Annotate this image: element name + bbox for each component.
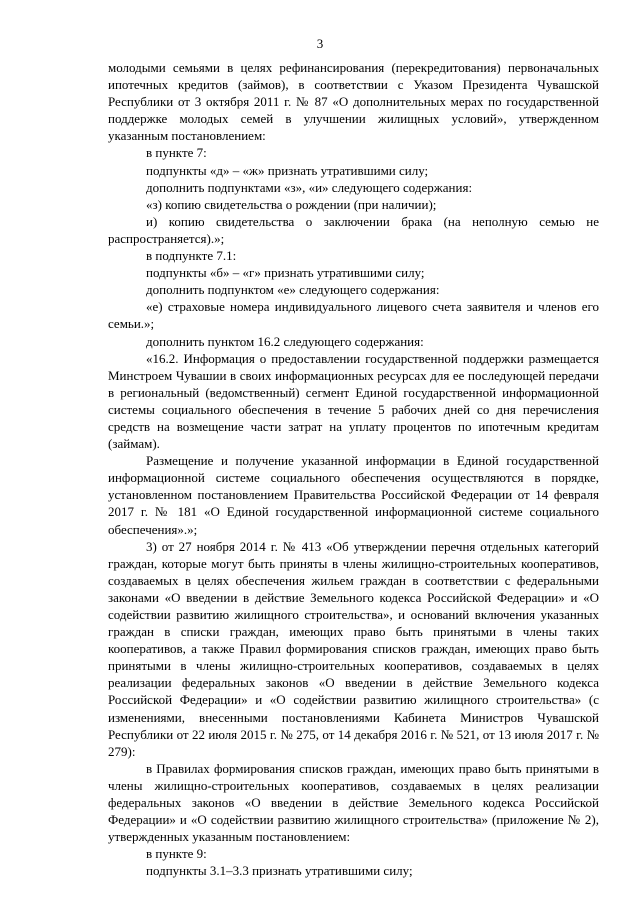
paragraph: в пункте 7: [146,145,207,161]
paragraph: дополнить подпунктами «з», «и» следующего содержания: [146,179,473,195]
paragraph: Размещение и получение указанной информации в Единой государственной информационной системе социального обеспечения осуществляются в порядке, установленном постановлением Правительства Российской Федерации от 14 февраля 2017 г. № 181 «О Единой государственной информационной системе социального обеспечения».»; [108,453,599,537]
paragraph: подпункты «д» – «ж» признать утратившими силу; [146,162,429,178]
document-body [108,59,599,880]
paragraph: в Правилах формирования списков граждан, имеющих право быть принятыми в члены жилищно-строительных кооперативов, создаваемых в целях реализации федеральных законов «О введении в действие Земельного кодекса Российской Федерации» и «О содействии развитию жилищного строительства» (приложение № 2), утвержденных указанным постановлением: [108,760,599,845]
paragraph: и) копию свидетельства о заключении брака (на неполную семью не распространяется).»; [108,213,599,246]
paragraph: подпункты «б» – «г» признать утратившими силу; [146,265,425,281]
paragraph: «16.2. Информация о предоставлении государственной поддержки размещается Минстроем Чувашии в своих информационных ресурсах для ее последующей передачи в региональный (ведомственный) сегмент Единой государственной информационной системы социального обеспечения в течение 5 рабочих дней со дня перечисления средств на возмещение части затрат на уплату процентов по ипотечным кредитам (займам). [108,350,599,452]
paragraph: «е) страховые номера индивидуального лицевого счета заявителя и членов его семьи.»; [108,299,599,332]
paragraph: молодыми семьями в целях рефинансирования (перекредитования) первоначальных ипотечных кредитов (займов), в соответствии с Указом Президента Чувашской Республики от 3 октября 2011 г. № 87 «О дополнительных мерах по государственной поддержке молодых семей в улучшении жилищных условий», утвержденном указанным постановлением: [108,60,599,144]
paragraph: подпункты 3.1–3.3 признать утратившими силу; [146,863,413,879]
paragraph: дополнить подпунктом «е» следующего содержания: [146,282,440,298]
paragraph: дополнить пунктом 16.2 следующего содержания: [146,333,424,349]
paragraph: в подпункте 7.1: [146,248,237,264]
paragraph: 3) от 27 ноября 2014 г. № 413 «Об утверждении перечня отдельных категорий граждан, которые могут быть приняты в члены жилищно-строительных кооперативов, создаваемых в целях обеспечения жильем граждан в соответствии с федеральными законами «О введении в действие Земельного кодекса Российской Федерации» и «О содействии развитию жилищного строительства», и оснований включения указанных граждан в списки граждан, имеющих право быть принятыми в члены таких кооперативов, а также Правил формирования списков граждан, имеющих право быть принятыми в члены жилищно-строительных кооперативов, создаваемых в целях реализации федеральных законов «О введении в действие Земельного кодекса Российской Федерации» и «О содействии развитию жилищного строительства» (с изменениями, внесенными постановлениями Кабинета Министров Чувашской Республики от 22 июля 2015 г. № 275, от 14 декабря 2016 г. № 521, от 13 июля 2017 г. № 279): [108,538,599,759]
paragraph: в пункте 9: [146,846,207,862]
page-number: 3 [316,36,324,51]
paragraph: «з) копию свидетельства о рождении (при наличии); [146,196,437,212]
